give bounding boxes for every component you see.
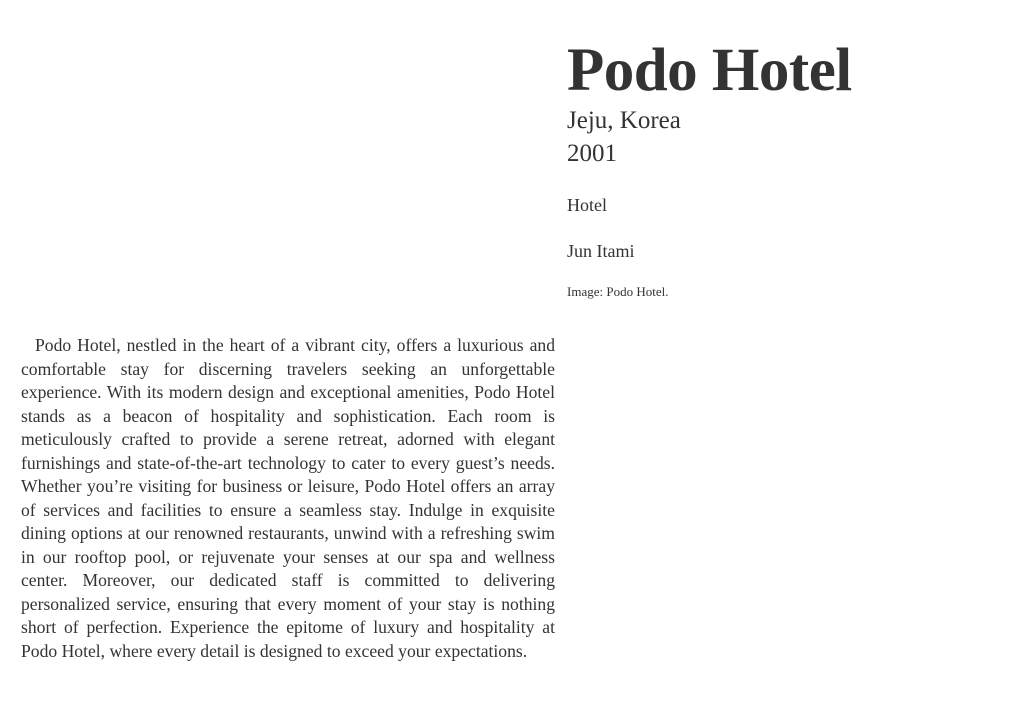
project-image-placeholder: [20, 20, 555, 310]
project-location: Jeju, Korea: [567, 107, 681, 134]
project-type: Hotel: [567, 195, 607, 215]
project-description: Podo Hotel, nestled in the heart of a vibrant city, offers a luxurious and comfortable stay for discerning travelers seeking an unforgettable experience. With its modern design and exceptional amenities, Podo Hotel stands as a beacon of hospitality and sophistication. Each room is meticulously crafted to provide a serene retreat, adorned with elegant furnishings and state-of-the-art technology to cater to every guest’s needs. Whether you’re visiting for business or leisure, Podo Hotel offers an array of services and facilities to ensure a seamless stay. Indulge in exquisite dining options at our renowned restaurants, unwind with a refreshing swim in our rooftop pool, or rejuvenate your senses at our spa and wellness center. Moreover, our dedicated staff is committed to delivering personalized service, ensuring that every moment of your stay is nothing short of perfection. Experience the epitome of luxury and hospitality at Podo Hotel, where every detail is designed to exceed your expectations.: [21, 335, 555, 661]
project-year: 2001: [567, 140, 617, 167]
project-info: [567, 38, 1007, 301]
project-architect: Jun Itami: [567, 241, 635, 261]
image-credit: Image: Podo Hotel.: [567, 284, 669, 299]
project-title: Podo Hotel: [567, 37, 852, 104]
